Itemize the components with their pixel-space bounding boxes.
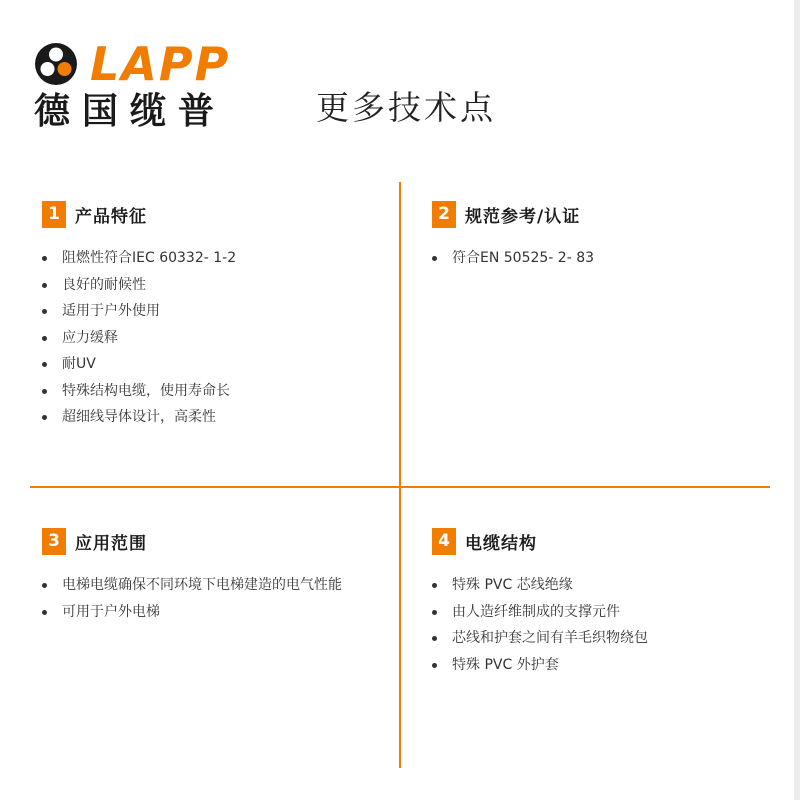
list-item (432, 245, 772, 272)
lapp-logo (34, 37, 264, 140)
list-item (432, 599, 772, 626)
section-header (42, 527, 382, 555)
section-number-badge: 1 (42, 201, 66, 228)
list-item-text: 电梯电缆确保不同环境下电梯建造的电气性能 (62, 577, 342, 593)
bullet-icon (42, 283, 47, 288)
list-item (42, 298, 382, 325)
bullet-icon (42, 610, 47, 615)
list-item (432, 652, 772, 679)
section-title: 应用范围 (75, 533, 147, 554)
section-number-badge: 2 (432, 201, 456, 228)
bullet-icon (432, 610, 437, 615)
list-item (432, 625, 772, 652)
section-standards-certification (432, 200, 772, 272)
list-item-text: 特殊 PVC 芯线绝缘 (452, 577, 573, 593)
list-item-text: 符合EN 50525- 2- 83 (452, 250, 595, 266)
list-item (42, 272, 382, 299)
brand-cn-name: 德国缆普 (34, 91, 227, 132)
list-item (42, 351, 382, 378)
bullet-icon (42, 256, 47, 261)
list-item-text: 良好的耐候性 (62, 276, 146, 293)
brand-name: LAPP (90, 37, 231, 91)
list-item-text: 特殊结构电缆，使用寿命长 (62, 382, 230, 399)
bullet-icon (42, 336, 47, 341)
list-item-text: 超细线导体设计，高柔性 (62, 409, 216, 425)
list-item-text: 阻燃性符合IEC 60332- 1-2 (62, 250, 237, 266)
list-item-text: 应力缓释 (62, 329, 118, 346)
page-edge (794, 0, 800, 800)
section-number-badge: 3 (42, 528, 66, 555)
bullet-icon (42, 362, 47, 367)
bullet-icon (42, 583, 47, 588)
section-header (432, 200, 772, 228)
section-applications (42, 527, 382, 625)
list-item-text: 由人造纤维制成的支撑元件 (452, 603, 620, 620)
list-item (42, 599, 382, 626)
list-item-text: 芯线和护套之间有羊毛织物绕包 (452, 630, 648, 646)
list-item (42, 378, 382, 405)
section-title: 规范参考/认证 (465, 206, 581, 227)
section-title: 电缆结构 (465, 533, 537, 554)
list-item (432, 572, 772, 599)
list-item (42, 325, 382, 352)
bullet-icon (432, 663, 437, 668)
section-list (42, 572, 382, 625)
list-item-text: 适用于户外使用 (62, 303, 160, 319)
bullet-icon (42, 309, 47, 314)
section-cable-structure (432, 527, 772, 678)
bullet-icon (42, 389, 47, 394)
section-header (42, 200, 382, 228)
section-list (432, 245, 772, 272)
section-list (432, 572, 772, 678)
list-item-text: 特殊 PVC 外护套 (452, 656, 559, 673)
page-heading: 更多技术点 (316, 88, 496, 127)
bullet-icon (432, 256, 437, 261)
section-title: 产品特征 (75, 206, 147, 227)
bullet-icon (432, 583, 437, 588)
section-list (42, 245, 382, 431)
section-number-badge: 4 (432, 528, 456, 555)
list-item-text: 可用于户外电梯 (62, 603, 160, 620)
section-header (432, 527, 772, 555)
horizontal-divider (30, 486, 770, 488)
bullet-icon (42, 415, 47, 420)
list-item (42, 245, 382, 272)
list-item (42, 404, 382, 431)
bullet-icon (432, 636, 437, 641)
section-product-features (42, 200, 382, 431)
list-item-text: 耐UV (62, 356, 96, 372)
list-item (42, 572, 382, 599)
lapp-cable-icon (34, 42, 78, 86)
vertical-divider (399, 182, 401, 768)
